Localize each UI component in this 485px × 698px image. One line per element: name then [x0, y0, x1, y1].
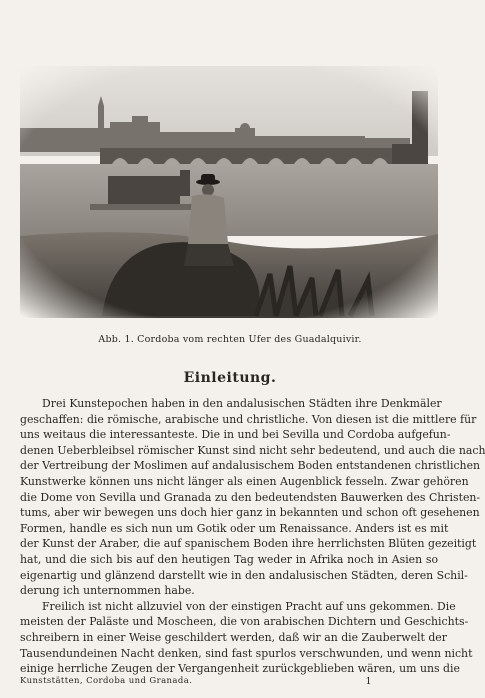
text-line: denen Ueberbleibsel römischer Kunst sind nicht sehr bedeutend, und auch die nach	[20, 443, 485, 457]
text-line: Kunstwerke können uns nicht länger als einen Augenblick fesseln. Zwar gehören	[20, 474, 469, 488]
text-line: der Vertreibung der Moslimen auf andalusischem Boden entstandenen christlichen	[20, 459, 481, 473]
page-footer	[20, 676, 438, 687]
text-line: meisten der Paläste und Moscheen, die von arabischen Dichtern und Geschichts-	[20, 615, 469, 629]
text-line: tums, aber wir bewegen uns doch hier ganz in bekannten und schon oft gesehenen	[20, 506, 480, 520]
text-line: hat, und die sich bis auf den heutigen Tag weder in Afrika noch in Asien so	[20, 552, 438, 566]
text-line: Freilich ist nicht allzuviel von der einstigen Pracht auf uns gekommen. Die	[42, 599, 456, 613]
text-line: uns weitaus die interessanteste. Die in und bei Sevilla und Cordoba aufgefun-	[20, 428, 451, 442]
text-line: Formen, handle es sich nun um Gotik oder um Renaissance. Anders ist es mit	[20, 521, 449, 535]
text-line: Tausendundeinen Nacht denken, sind fast spurlos verschwunden, und wenn nicht	[20, 646, 473, 660]
cordoba-river-photo	[20, 66, 438, 318]
body-text	[20, 396, 485, 677]
text-line: geschaffen: die römische, arabische und christliche. Von diesen ist die mittlere für	[20, 412, 477, 426]
section-heading: Einleitung.	[183, 370, 277, 386]
text-line: der Kunst der Araber, die auf spanischem Boden ihre herrlichsten Blüten gezeitigt	[20, 537, 477, 551]
figure-photograph	[20, 66, 438, 318]
vignette	[20, 66, 438, 318]
text-line: die Dome von Sevilla und Granada zu den bedeutendsten Bauwerken des Christen-	[20, 490, 481, 504]
text-line: Drei Kunstepochen haben in den andalusischen Städten ihre Denkmäler	[42, 397, 442, 410]
text-line: eigenartig und glänzend darstellt wie in den andalusischen Städten, deren Schil-	[20, 568, 468, 582]
running-title: Kunststätten, Cordoba und Granada.	[20, 676, 193, 686]
text-line: einige herrliche Zeugen der Vergangenheit zurückgeblieben wären, um uns die	[20, 662, 460, 676]
figure-caption: Abb. 1. Cordoba vom rechten Ufer des Guadalquivir.	[98, 334, 362, 345]
text-line: derung ich unternommen habe.	[20, 584, 195, 598]
page-number: 1	[365, 676, 372, 687]
text-line: schreibern in einer Weise geschildert werden, daß wir an die Zauberwelt der	[20, 630, 447, 644]
